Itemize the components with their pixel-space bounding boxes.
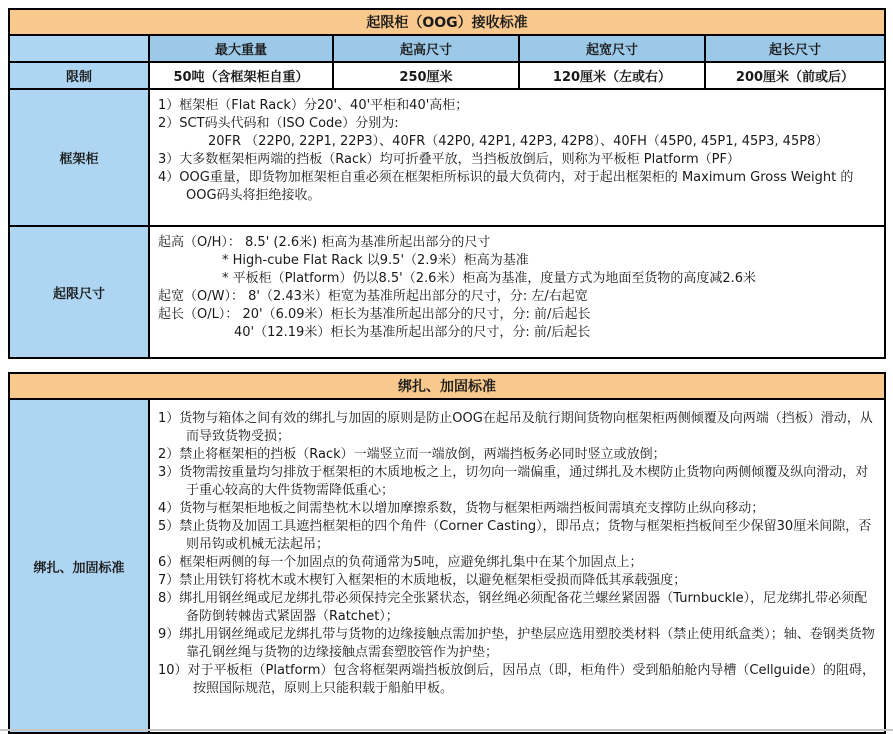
limit-over-height: 250厘米 <box>333 62 519 89</box>
oog-dims-row <box>9 226 885 358</box>
oog-dim-line-over-height: 起高（O/H）： 8.5' (2.6米) 柜高为基准所起出部分的尺寸 <box>158 235 491 250</box>
oog-dim-line-highcube: * High-cube Flat Rack 以9.5'（2.9米）柜高为基准 <box>222 253 529 268</box>
lashing-table-title: 绑扎、加固标准 <box>9 373 885 399</box>
lashing-item: 2）禁止将框架柜的挡板（Rack）一端竖立而一端放倒，两端挡板务必同时竖立或放倒； <box>158 447 666 462</box>
column-header-max-weight: 最大重量 <box>149 35 333 62</box>
lashing-item: 5）禁止货物及加固工具遮挡框架柜的四个角件（Corner Casting），即吊点；货物与框架柜挡板间至少保留30厘米间隙，否则吊钩或机械无法起吊； <box>158 519 872 552</box>
oog-table-title-row <box>9 9 885 35</box>
lashing-item: 10）对于平板柜（Platform）包含将框架两端挡板放倒后，因吊点（即，柜角件）受到船舶舱内导槽（Cellguide）的阻碍，按照国际规范，原则上只能积载于船舶甲板。 <box>158 663 876 696</box>
limit-over-length: 200厘米（前或后） <box>705 62 885 89</box>
oog-dim-line-over-length-40: 40'（12.19米）柜长为基准所起出部分的尺寸，分: 前/后起长 <box>234 325 591 340</box>
limit-row <box>9 62 885 89</box>
page-bottom-divider <box>0 729 893 731</box>
limit-row-label: 限制 <box>9 62 149 89</box>
oog-dims-content <box>149 226 885 358</box>
lashing-item: 9）绑扎用钢丝绳或尼龙绑扎带与货物的边缘接触点需加护垫，护垫层应选用塑胶类材料（禁止使用纸盒类）；轴、卷钢类货物靠孔钢丝绳与货物的边缘接触点需套塑胶管作为护垫； <box>158 627 875 660</box>
oog-dim-line-platform: * 平板柜（Platform）仍以8.5'（2.6米）柜高为基准，度量方式为地面至货物的高度减2.6米 <box>222 271 757 286</box>
lashing-content <box>149 399 885 733</box>
flat-rack-row-label: 框架柜 <box>9 89 149 226</box>
limit-over-width: 120厘米（左或右） <box>519 62 705 89</box>
oog-acceptance-table <box>8 8 886 359</box>
lashing-item: 8）绑扎用钢丝绳或尼龙绑扎带必须保持完全张紧状态，钢丝绳必须配备花兰螺丝紧固器（Turnbuckle），尼龙绑扎带必须配备防倒转棘齿式紧固器（Ratchet）； <box>158 591 868 624</box>
flat-rack-line: 2）SCT码头代码和（ISO Code）分别为: <box>158 116 399 131</box>
lashing-item: 3）货物需按重量均匀排放于框架柜的木质地板之上，切勿向一端偏重，通过绑扎及木楔防止货物向两侧倾覆及纵向滑动，对于重心较高的大件货物需降低重心； <box>158 465 869 498</box>
oog-dims-row-label: 起限尺寸 <box>9 226 149 358</box>
flat-rack-line: 1）框架柜（Flat Rack）分20'、40'平柜和40'高柜； <box>158 98 469 113</box>
oog-table-title: 起限柜（OOG）接收标准 <box>9 9 885 35</box>
oog-dim-line-over-length-20: 起长（O/L）： 20'（6.09米）柜长为基准所起出部分的尺寸，分: 前/后起长 <box>158 307 591 322</box>
header-blank-cell <box>9 35 149 62</box>
lashing-row-label: 绑扎、加固标准 <box>9 399 149 733</box>
flat-rack-content <box>149 89 885 226</box>
flat-rack-line: 4）OOG重量，即货物加框架柜自重必须在框架柜所标识的最大负荷内，对于起出框架柜的 Maximum Gross Weight 的OOG码头将拒绝接收。 <box>158 170 854 203</box>
lashing-item: 1）货物与箱体之间有效的绑扎与加固的原则是防止OOG在起吊及航行期间货物向框架柜两侧倾覆及向两端（挡板）滑动，从而导致货物受损； <box>158 411 873 444</box>
limit-max-weight: 50吨（含框架柜自重） <box>149 62 333 89</box>
lashing-item: 7）禁止用铁钉将枕木或木楔钉入框架柜的木质地板，以避免框架柜受损而降低其承载强度； <box>158 573 687 588</box>
oog-table-header-row <box>9 35 885 62</box>
lashing-item: 4）货物与框架柜地板之间需垫枕木以增加摩擦系数，货物与框架柜两端挡板间需填充支撑防止纵向移动； <box>158 501 765 516</box>
lashing-standard-table <box>8 372 886 734</box>
flat-rack-line: 3）大多数框架柜两端的挡板（Rack）均可折叠平放，当挡板放倒后，则称为平板柜 Platform（PF） <box>158 152 740 167</box>
column-header-over-width: 起宽尺寸 <box>519 35 705 62</box>
lashing-item: 6）框架柜两侧的每一个加固点的负荷通常为5吨，应避免绑扎集中在某个加固点上； <box>158 555 643 570</box>
flat-rack-row <box>9 89 885 226</box>
flat-rack-iso-codes-line: 20FR （22P0, 22P1, 22P3）、40FR（42P0, 42P1, 42P3, 42P8）、40FH（45P0, 45P1, 45P3, 45P8） <box>208 134 829 149</box>
oog-dim-line-over-width: 起宽（O/W）： 8'（2.43米）柜宽为基准所起出部分的尺寸，分: 左/右起宽 <box>158 289 588 304</box>
lashing-body-row <box>9 399 885 733</box>
column-header-over-length: 起长尺寸 <box>705 35 885 62</box>
lashing-table-title-row <box>9 373 885 399</box>
column-header-over-height: 起高尺寸 <box>333 35 519 62</box>
